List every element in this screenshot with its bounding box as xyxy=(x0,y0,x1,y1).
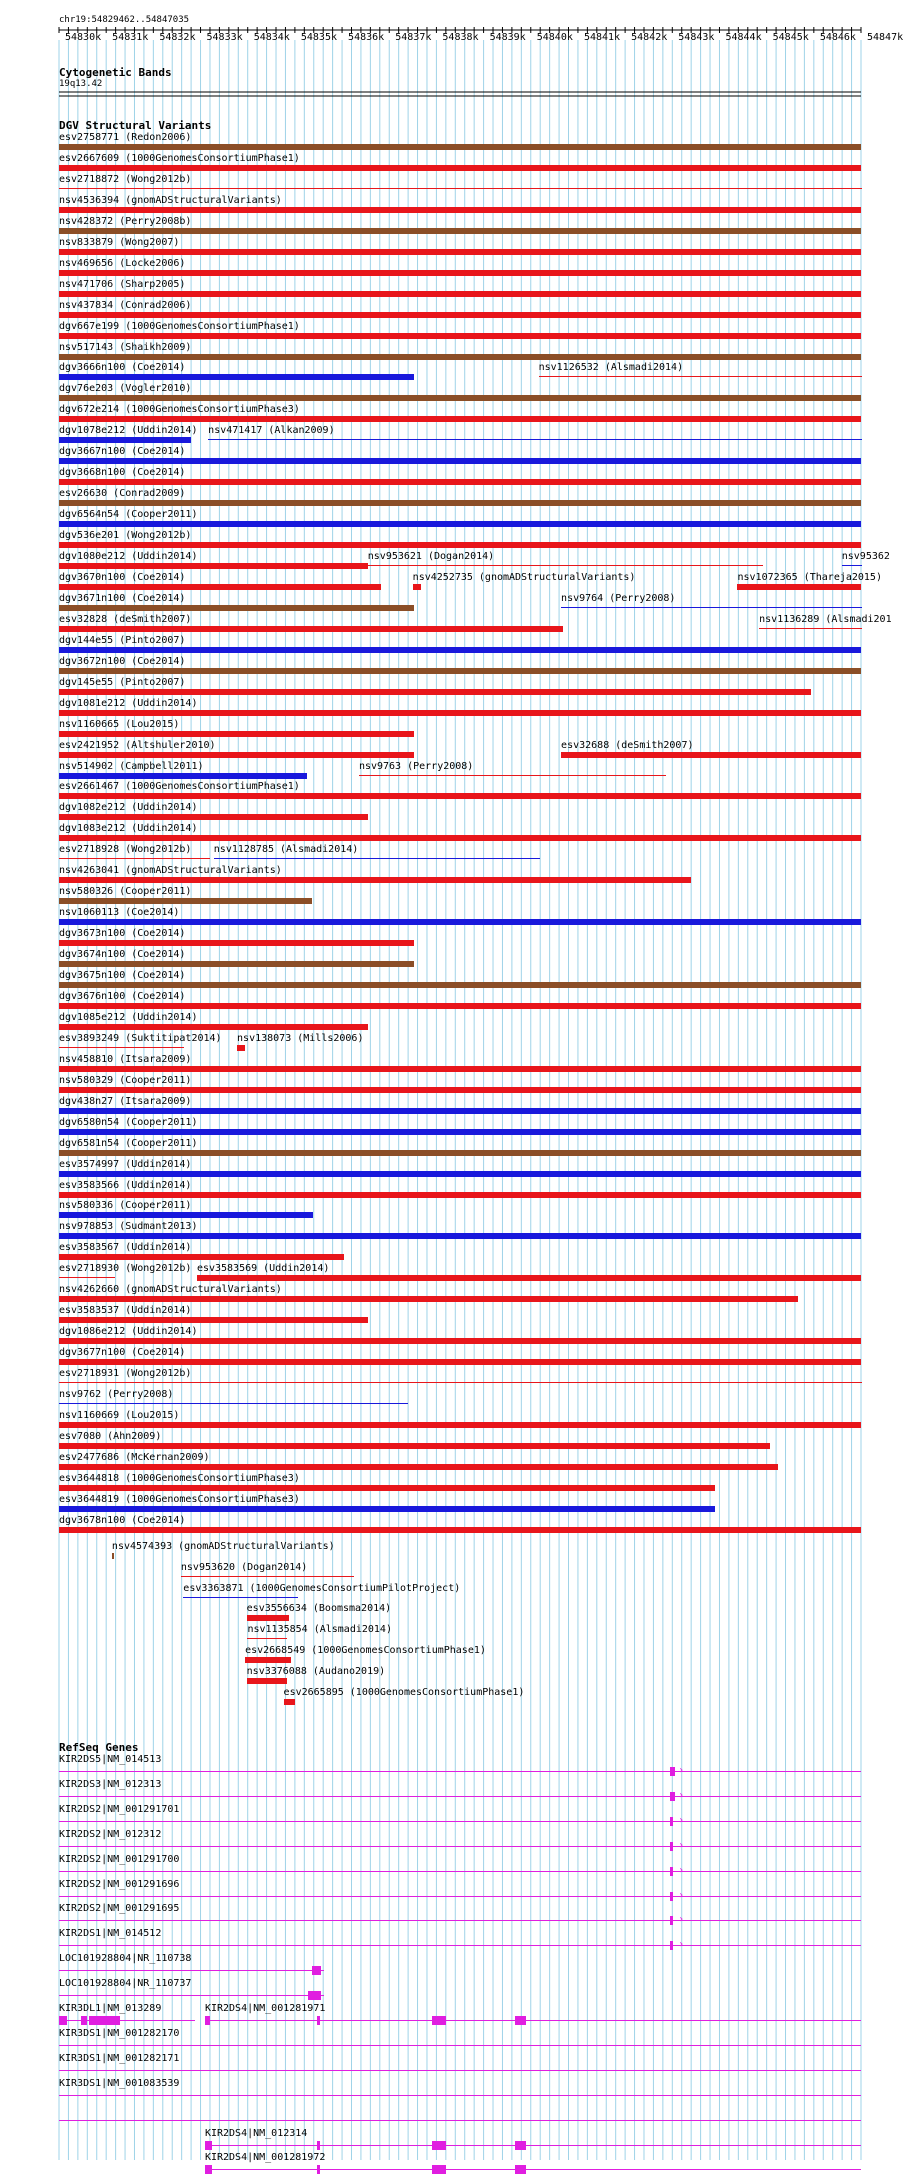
dgv-variant-bar[interactable] xyxy=(59,898,312,904)
dgv-variant-bar[interactable] xyxy=(59,773,307,779)
gene-exon[interactable] xyxy=(670,1842,673,1851)
dgv-variant-bar[interactable] xyxy=(59,647,861,653)
dgv-variant-bar[interactable] xyxy=(59,354,861,360)
gene-label[interactable]: KIR2DS2|NM_001291700 xyxy=(59,1853,180,1865)
dgv-variant-label[interactable]: dgv3671n100 (Coe2014) xyxy=(59,592,186,604)
dgv-variant-bar[interactable] xyxy=(539,376,862,377)
dgv-variant-bar[interactable] xyxy=(59,1485,715,1491)
gene-label[interactable]: KIR2DS5|NM_014513 xyxy=(59,1754,162,1765)
dgv-variant-bar[interactable] xyxy=(59,877,691,883)
gene-intron-line[interactable] xyxy=(205,2145,861,2146)
gene-intron-line[interactable] xyxy=(59,1821,861,1822)
ruler-tick-label: 54844k xyxy=(725,32,762,43)
dgv-variant-bar[interactable] xyxy=(59,395,861,401)
dgv-variant-bar[interactable] xyxy=(59,814,368,820)
dgv-variant-label[interactable]: dgv672e214 (1000GenomesConsortiumPhase3) xyxy=(59,404,300,416)
gene-exon[interactable] xyxy=(515,2016,526,2025)
dgv-variant-label[interactable]: esv7080 (Ahn2009) xyxy=(59,1430,162,1442)
dgv-variant-bar[interactable] xyxy=(59,521,861,527)
dgv-variant-bar[interactable] xyxy=(284,1699,295,1705)
gene-exon[interactable] xyxy=(205,2165,212,2174)
dgv-variant-bar[interactable] xyxy=(59,584,381,590)
gene-exon[interactable] xyxy=(432,2141,446,2150)
strand-arrow-icon: › xyxy=(678,1814,685,1826)
gene-exon[interactable] xyxy=(515,2141,526,2150)
gene-exon[interactable] xyxy=(205,2016,210,2025)
dgv-section-title: DGV Structural Variants xyxy=(59,119,212,132)
cytoband-label: 19q13.42 xyxy=(59,79,103,89)
strand-arrow-icon: › xyxy=(678,1789,685,1801)
gene-exon[interactable] xyxy=(308,1991,321,2000)
ruler-tick-label: 54833k xyxy=(206,32,243,43)
dgv-variant-bar[interactable] xyxy=(59,668,861,674)
dgv-variant-label[interactable]: dgv6564n54 (Cooper2011) xyxy=(59,509,198,521)
dgv-variant-bar[interactable] xyxy=(247,1678,287,1684)
dgv-variant-bar[interactable] xyxy=(59,731,414,737)
dgv-variant-label[interactable]: nsv4263041 (gnomADStructuralVariants) xyxy=(59,865,282,877)
dgv-variant-bar[interactable] xyxy=(59,605,414,611)
gene-exon[interactable] xyxy=(89,2016,119,2025)
dgv-variant-bar[interactable] xyxy=(59,1024,368,1030)
gene-label[interactable]: KIR2DS4|NM_012314 xyxy=(204,2127,308,2139)
dgv-variant-bar[interactable] xyxy=(59,1212,313,1218)
dgv-variant-label[interactable]: nsv471706 (Sharp2005) xyxy=(59,278,186,290)
dgv-variant-label[interactable]: dgv6580n54 (Cooper2011) xyxy=(59,1116,198,1128)
dgv-variant-bar[interactable] xyxy=(59,1382,862,1383)
dgv-variant-label[interactable]: dgv1078e212 (Uddin2014) xyxy=(59,425,198,437)
dgv-variant-label[interactable]: nsv1072365 (Thareja2015) xyxy=(737,571,882,583)
dgv-variant-bar[interactable] xyxy=(59,374,414,380)
gene-exon[interactable] xyxy=(312,1966,322,1975)
gene-intron-line[interactable] xyxy=(205,2020,861,2021)
dgv-variant-label[interactable]: nsv4574393 (gnomADStructuralVariants) xyxy=(111,1541,335,1552)
dgv-variant-label[interactable]: esv3583569 (Uddin2014) xyxy=(196,1263,330,1275)
dgv-variant-label[interactable]: nsv1160665 (Lou2015) xyxy=(59,718,180,730)
dgv-variant-bar[interactable] xyxy=(59,312,861,318)
dgv-variant-label[interactable]: dgv145e55 (Pinto2007) xyxy=(59,676,186,688)
dgv-variant-label[interactable]: nsv437834 (Conrad2006) xyxy=(59,299,192,311)
dgv-variant-bar[interactable] xyxy=(59,563,368,569)
dgv-variant-bar[interactable] xyxy=(59,1403,408,1404)
dgv-variant-label[interactable]: dgv3670n100 (Coe2014) xyxy=(59,571,186,583)
gene-intron-line[interactable] xyxy=(59,1945,861,1946)
dgv-variant-label[interactable]: esv2421952 (Altshuler2010) xyxy=(59,739,216,751)
dgv-variant-label[interactable]: esv3363871 (1000GenomesConsortiumPilotProject) xyxy=(183,1582,461,1594)
dgv-variant-label[interactable]: nsv580336 (Cooper2011) xyxy=(59,1200,192,1212)
ruler-tick-label: 54831k xyxy=(112,32,149,43)
gene-label[interactable]: KIR2DS4|NM_001281972 xyxy=(204,2152,326,2164)
dgv-variant-label[interactable]: dgv1081e212 (Uddin2014) xyxy=(59,697,198,709)
locus-label: chr19:54829462..54847035 xyxy=(59,15,190,25)
dgv-variant-bar[interactable] xyxy=(737,584,861,590)
dgv-variant-bar[interactable] xyxy=(59,752,414,758)
gene-label[interactable]: KIR3DS1|NM_001282170 xyxy=(59,2027,180,2039)
dgv-variant-label[interactable]: nsv953621 (Dogan2014) xyxy=(367,551,495,562)
dgv-variant-label[interactable]: nsv514902 (Campbell2011) xyxy=(59,760,204,772)
gene-label[interactable]: KIR2DS2|NM_001291695 xyxy=(59,1903,180,1915)
dgv-variant-bar[interactable] xyxy=(59,1464,778,1470)
dgv-variant-label[interactable]: dgv438n27 (Itsara2009) xyxy=(59,1095,192,1107)
dgv-variant-label[interactable]: nsv580326 (Cooper2011) xyxy=(59,886,192,898)
dgv-variant-bar[interactable] xyxy=(59,249,861,255)
dgv-variant-bar[interactable] xyxy=(59,144,861,150)
ruler-tick-label: 54840k xyxy=(536,32,573,43)
dgv-variant-label[interactable]: esv2665895 (1000GenomesConsortiumPhase1) xyxy=(283,1686,525,1698)
dgv-variant-bar[interactable] xyxy=(59,270,861,276)
gene-intron-line[interactable] xyxy=(59,2120,861,2121)
gene-intron-line[interactable] xyxy=(205,2169,861,2170)
dgv-variant-bar[interactable] xyxy=(59,479,861,485)
ruler-tick-label: 54837k xyxy=(395,32,432,43)
dgv-variant-label[interactable]: esv2718931 (Wong2012b) xyxy=(59,1368,192,1380)
dgv-variant-bar[interactable] xyxy=(247,1638,286,1639)
dgv-variant-label[interactable]: esv2667609 (1000GenomesConsortiumPhase1) xyxy=(59,152,300,164)
dgv-variant-bar[interactable] xyxy=(59,689,811,695)
dgv-variant-bar[interactable] xyxy=(59,1254,344,1260)
dgv-variant-label[interactable]: esv2668549 (1000GenomesConsortiumPhase1) xyxy=(245,1645,486,1656)
dgv-variant-bar[interactable] xyxy=(59,1277,115,1278)
dgv-variant-label[interactable]: esv3893249 (Suktitipat2014) xyxy=(59,1032,222,1044)
dgv-variant-label[interactable]: dgv3673n100 (Coe2014) xyxy=(59,928,186,940)
dgv-variant-label[interactable]: nsv978853 (Sudmant2013) xyxy=(59,1221,198,1233)
dgv-variant-bar[interactable] xyxy=(59,961,414,967)
dgv-variant-bar[interactable] xyxy=(59,1422,861,1428)
dgv-variant-bar[interactable] xyxy=(214,858,540,859)
strand-arrow-icon: › xyxy=(678,1889,685,1901)
gene-label[interactable]: LOC101928804|NR_110738 xyxy=(59,1953,192,1965)
ruler-tick-label: 54830k xyxy=(65,32,102,43)
dgv-variant-bar[interactable] xyxy=(59,542,861,548)
dgv-variant-label[interactable]: nsv95362 xyxy=(841,551,890,562)
gene-intron-line[interactable] xyxy=(59,2095,861,2096)
dgv-variant-label[interactable]: esv2718872 (Wong2012b) xyxy=(59,173,192,185)
gene-label[interactable]: KIR3DL1|NM_013289 xyxy=(59,2003,162,2014)
dgv-variant-bar[interactable] xyxy=(561,752,861,758)
ruler-tick-label: 54832k xyxy=(159,32,196,43)
dgv-variant-label[interactable]: nsv1135854 (Alsmadi2014) xyxy=(247,1624,392,1636)
dgv-variant-label[interactable]: nsv4536394 (gnomADStructuralVariants) xyxy=(59,194,282,206)
dgv-variant-label[interactable]: nsv580329 (Cooper2011) xyxy=(59,1074,192,1086)
dgv-variant-bar[interactable] xyxy=(59,1359,861,1365)
dgv-variant-label[interactable]: nsv9764 (Perry2008) xyxy=(561,592,676,604)
dgv-variant-bar[interactable] xyxy=(59,1317,368,1323)
dgv-variant-bar[interactable] xyxy=(59,835,861,841)
dgv-variant-label[interactable]: esv3644819 (1000GenomesConsortiumPhase3) xyxy=(59,1493,300,1505)
dgv-variant-bar[interactable] xyxy=(59,919,861,925)
dgv-variant-bar[interactable] xyxy=(59,982,861,988)
dgv-variant-bar[interactable] xyxy=(59,1066,861,1072)
dgv-variant-label[interactable]: nsv953620 (Dogan2014) xyxy=(180,1561,308,1573)
dgv-variant-bar[interactable] xyxy=(59,1003,861,1009)
dgv-variant-label[interactable]: esv3583567 (Uddin2014) xyxy=(59,1242,192,1254)
dgv-variant-bar[interactable] xyxy=(59,1233,861,1239)
gene-label[interactable]: KIR2DS2|NM_001291696 xyxy=(59,1878,180,1890)
gene-intron-line[interactable] xyxy=(59,1871,861,1872)
dgv-variant-label[interactable]: esv3574997 (Uddin2014) xyxy=(59,1158,192,1170)
gene-exon[interactable] xyxy=(670,1941,673,1950)
dgv-variant-bar[interactable] xyxy=(59,1087,861,1093)
dgv-variant-bar[interactable] xyxy=(59,1527,861,1533)
gene-label[interactable]: KIR2DS2|NM_001291701 xyxy=(59,1803,180,1815)
gene-exon[interactable] xyxy=(317,2141,320,2150)
cytoband-section-title: Cytogenetic Bands xyxy=(59,66,172,79)
dgv-variant-bar[interactable] xyxy=(413,584,421,590)
dgv-variant-label[interactable]: dgv536e201 (Wong2012b) xyxy=(59,530,192,542)
dgv-variant-label[interactable]: dgv1086e212 (Uddin2014) xyxy=(59,1326,198,1338)
strand-arrow-icon: › xyxy=(678,1765,685,1776)
strand-arrow-icon: › xyxy=(678,1939,685,1951)
dgv-variant-bar[interactable] xyxy=(59,1443,770,1449)
dgv-variant-bar[interactable] xyxy=(59,291,861,297)
gene-intron-line[interactable] xyxy=(59,1846,861,1847)
gene-exon[interactable] xyxy=(432,2016,446,2025)
dgv-variant-label[interactable]: esv26630 (Conrad2009) xyxy=(59,488,186,500)
dgv-variant-bar[interactable] xyxy=(842,565,862,566)
dgv-variant-label[interactable]: nsv138073 (Mills2006) xyxy=(237,1032,364,1044)
dgv-variant-label[interactable]: nsv9763 (Perry2008) xyxy=(358,760,474,772)
gene-exon[interactable] xyxy=(205,2141,212,2150)
ruler-tick-label: 54839k xyxy=(489,32,526,43)
ruler-tick-label: 54836k xyxy=(348,32,385,43)
dgv-variant-label[interactable]: nsv833879 (Wong2007) xyxy=(59,236,180,248)
strand-arrow-icon: › xyxy=(678,1914,685,1926)
dgv-variant-label[interactable]: dgv667e199 (1000GenomesConsortiumPhase1) xyxy=(59,320,300,332)
dgv-variant-label[interactable]: esv3583537 (Uddin2014) xyxy=(59,1305,192,1317)
dgv-variant-bar[interactable] xyxy=(59,333,861,339)
dgv-variant-label[interactable]: nsv1060113 (Coe2014) xyxy=(59,907,180,919)
dgv-variant-label[interactable]: esv2758771 (Redon2006) xyxy=(59,132,192,143)
ruler-tick-label: 54842k xyxy=(631,32,668,43)
gene-intron-line[interactable] xyxy=(59,1796,861,1797)
dgv-variant-bar[interactable] xyxy=(59,1338,861,1344)
dgv-variant-label[interactable]: esv32828 (deSmith2007) xyxy=(59,613,192,625)
gene-exon[interactable] xyxy=(515,2165,526,2174)
dgv-variant-bar[interactable] xyxy=(59,1192,861,1198)
gene-exon[interactable] xyxy=(59,2016,67,2025)
refseq-section-title: RefSeq Genes xyxy=(59,1741,139,1754)
gene-exon[interactable] xyxy=(317,2016,320,2025)
dgv-variant-bar[interactable] xyxy=(59,1047,184,1048)
ruler-tick-label: 54834k xyxy=(253,32,290,43)
dgv-variant-label[interactable]: nsv3376088 (Audano2019) xyxy=(246,1665,386,1677)
dgv-variant-label[interactable]: nsv428372 (Perry2008b) xyxy=(59,215,192,227)
gene-label[interactable]: KIR2DS1|NM_014512 xyxy=(59,1928,162,1940)
dgv-variant-label[interactable]: esv32688 (deSmith2007) xyxy=(561,739,694,751)
dgv-variant-label[interactable]: nsv4252735 (gnomADStructuralVariants) xyxy=(412,571,636,583)
dgv-variant-bar[interactable] xyxy=(59,500,861,506)
dgv-variant-bar[interactable] xyxy=(59,416,861,422)
dgv-variant-bar[interactable] xyxy=(59,437,191,443)
dgv-variant-bar[interactable] xyxy=(237,1045,245,1051)
dgv-variant-label[interactable]: esv2718928 (Wong2012b) xyxy=(59,844,192,856)
gene-exon[interactable] xyxy=(81,2016,87,2025)
dgv-variant-bar[interactable] xyxy=(561,607,862,608)
dgv-variant-bar[interactable] xyxy=(181,1576,354,1577)
dgv-variant-bar[interactable] xyxy=(59,626,563,632)
dgv-variant-bar[interactable] xyxy=(59,1296,798,1302)
dgv-variant-label[interactable]: dgv3678n100 (Coe2014) xyxy=(59,1514,186,1526)
dgv-variant-bar[interactable] xyxy=(59,710,861,716)
dgv-variant-label[interactable]: dgv3674n100 (Coe2014) xyxy=(59,949,186,961)
dgv-variant-label[interactable]: nsv9762 (Perry2008) xyxy=(59,1389,174,1400)
dgv-variant-bar[interactable] xyxy=(59,188,862,189)
gene-exon[interactable] xyxy=(670,1817,673,1826)
gene-label[interactable]: LOC101928804|NR_110737 xyxy=(59,1978,192,1990)
ruler-tick-label: 54846k xyxy=(819,32,856,43)
gene-exon[interactable] xyxy=(670,1792,675,1801)
dgv-variant-label[interactable]: dgv1083e212 (Uddin2014) xyxy=(59,823,198,835)
dgv-variant-bar[interactable] xyxy=(59,207,861,213)
gene-exon[interactable] xyxy=(317,2165,320,2174)
dgv-variant-bar[interactable] xyxy=(112,1553,114,1559)
ruler-tick-label: 54835k xyxy=(300,32,337,43)
dgv-variant-bar[interactable] xyxy=(59,793,861,799)
dgv-variant-bar[interactable] xyxy=(197,1275,861,1281)
dgv-variant-label[interactable]: esv3644818 (1000GenomesConsortiumPhase3) xyxy=(59,1472,300,1484)
dgv-variant-bar[interactable] xyxy=(59,1129,861,1135)
strand-arrow-icon: › xyxy=(678,1864,685,1876)
dgv-variant-bar[interactable] xyxy=(359,775,666,776)
dgv-variant-label[interactable]: esv3583566 (Uddin2014) xyxy=(59,1179,192,1191)
dgv-variant-label[interactable]: dgv3672n100 (Coe2014) xyxy=(59,655,186,667)
dgv-variant-bar[interactable] xyxy=(59,940,414,946)
gene-label[interactable]: KIR2DS2|NM_012312 xyxy=(59,1828,162,1840)
dgv-variant-label[interactable]: dgv1082e212 (Uddin2014) xyxy=(59,802,198,814)
dgv-variant-label[interactable]: dgv144e55 (Pinto2007) xyxy=(59,634,186,646)
dgv-variant-label[interactable]: dgv3666n100 (Coe2014) xyxy=(59,362,186,374)
dgv-variant-label[interactable]: dgv3676n100 (Coe2014) xyxy=(59,990,186,1002)
ruler-tick-label: 54841k xyxy=(583,32,621,43)
gene-exon[interactable] xyxy=(670,1767,675,1776)
dgv-variant-label[interactable]: nsv1128785 (Alsmadi2014) xyxy=(213,844,359,856)
gene-intron-line[interactable] xyxy=(59,1970,324,1971)
gene-intron-line[interactable] xyxy=(59,1995,324,1996)
dgv-variant-label[interactable]: nsv1136289 (Alsmadi201 xyxy=(759,613,892,625)
gene-exon[interactable] xyxy=(670,1892,673,1901)
ruler-tick-label: 54845k xyxy=(772,32,809,43)
dgv-variant-bar[interactable] xyxy=(183,1597,298,1598)
dgv-variant-label[interactable]: dgv3675n100 (Coe2014) xyxy=(59,970,186,981)
dgv-variant-bar[interactable] xyxy=(208,439,862,440)
gene-intron-line[interactable] xyxy=(59,2020,195,2021)
dgv-variant-label[interactable]: esv2477686 (McKernan2009) xyxy=(59,1451,210,1463)
gene-intron-line[interactable] xyxy=(59,2045,861,2046)
dgv-variant-label[interactable]: dgv3677n100 (Coe2014) xyxy=(59,1347,186,1359)
dgv-variant-bar[interactable] xyxy=(59,1108,861,1114)
dgv-variant-label[interactable]: dgv6581n54 (Cooper2011) xyxy=(59,1137,198,1149)
gene-intron-line[interactable] xyxy=(59,1920,861,1921)
dgv-variant-label[interactable]: nsv517143 (Shaikh2009) xyxy=(59,341,192,353)
dgv-variant-bar[interactable] xyxy=(59,858,210,859)
dgv-variant-bar[interactable] xyxy=(759,628,862,629)
dgv-variant-bar[interactable] xyxy=(59,165,861,171)
dgv-variant-bar[interactable] xyxy=(59,1150,861,1156)
ruler-tick-label: 54838k xyxy=(442,32,479,43)
dgv-variant-label[interactable]: nsv1160669 (Lou2015) xyxy=(59,1409,180,1421)
dgv-variant-bar[interactable] xyxy=(247,1615,290,1621)
dgv-variant-label[interactable]: esv2718930 (Wong2012b) xyxy=(59,1263,192,1275)
dgv-variant-bar[interactable] xyxy=(368,565,763,566)
gene-intron-line[interactable] xyxy=(59,1771,861,1772)
dgv-variant-label[interactable]: dgv1085e212 (Uddin2014) xyxy=(59,1011,198,1023)
dgv-variant-label[interactable]: nsv469656 (Locke2006) xyxy=(59,257,186,269)
gene-label[interactable]: KIR3DS1|NM_001083539 xyxy=(59,2077,180,2089)
ruler-tick-label: 54843k xyxy=(678,32,715,43)
dgv-variant-label[interactable]: dgv3667n100 (Coe2014) xyxy=(59,446,186,458)
gene-label[interactable]: KIR3DS1|NM_001282171 xyxy=(59,2052,180,2064)
gene-label[interactable]: KIR2DS3|NM_012313 xyxy=(59,1778,162,1790)
dgv-variant-label[interactable]: nsv471417 (Alkan2009) xyxy=(208,425,335,437)
dgv-variant-label[interactable]: nsv4262660 (gnomADStructuralVariants) xyxy=(59,1284,282,1296)
dgv-variant-label[interactable]: esv2661467 (1000GenomesConsortiumPhase1) xyxy=(59,781,300,793)
dgv-variant-bar[interactable] xyxy=(59,228,861,234)
dgv-variant-label[interactable]: nsv1126532 (Alsmadi2014) xyxy=(538,362,684,374)
gene-exon[interactable] xyxy=(432,2165,446,2174)
gene-label[interactable]: KIR2DS4|NM_001281971 xyxy=(204,2003,326,2014)
dgv-variant-bar[interactable] xyxy=(245,1657,291,1663)
dgv-variant-label[interactable]: dgv3668n100 (Coe2014) xyxy=(59,467,186,479)
dgv-variant-label[interactable]: dgv1080e212 (Uddin2014) xyxy=(59,551,198,562)
gene-exon[interactable] xyxy=(670,1916,673,1925)
dgv-variant-bar[interactable] xyxy=(59,1506,715,1512)
dgv-variant-label[interactable]: esv3556634 (Boomsma2014) xyxy=(246,1603,392,1615)
ruler-tick-label: 54847k xyxy=(867,32,903,43)
gene-exon[interactable] xyxy=(670,1867,673,1876)
strand-arrow-icon: › xyxy=(678,1839,685,1851)
gene-intron-line[interactable] xyxy=(59,2070,861,2071)
gene-intron-line[interactable] xyxy=(59,1896,861,1897)
dgv-variant-label[interactable]: nsv458810 (Itsara2009) xyxy=(59,1053,192,1065)
dgv-variant-bar[interactable] xyxy=(59,1171,861,1177)
dgv-variant-bar[interactable] xyxy=(59,458,861,464)
dgv-variant-label[interactable]: dgv76e203 (Vogler2010) xyxy=(59,383,192,395)
